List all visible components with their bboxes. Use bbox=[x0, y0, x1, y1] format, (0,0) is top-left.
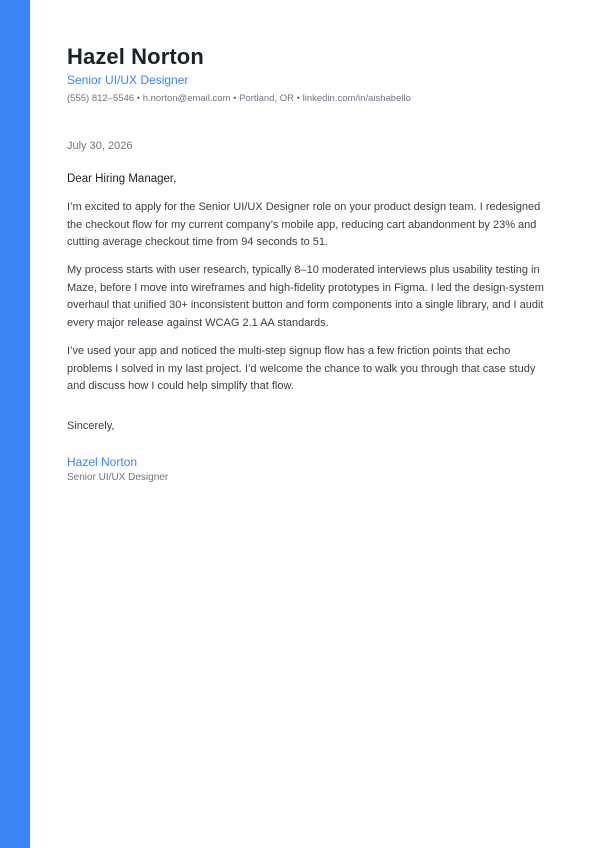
applicant-name: Hazel Norton bbox=[67, 44, 204, 69]
letter-greeting: Dear Hiring Manager, bbox=[67, 173, 177, 185]
body-paragraph-3: I’ve used your app and noticed the multi-step signup flow has a few friction points that echo problems I solved in my last project. I’d welcome the chance to walk you through that case study and discuss how I could help simplify that flow. bbox=[67, 345, 536, 392]
contact-line: (555) 812–5546 • h.norton@email.com • Portland, OR • linkedin.com/in/aishabello bbox=[67, 93, 411, 104]
accent-sidebar-bar bbox=[0, 0, 30, 848]
letter-closing: Sincerely, bbox=[67, 420, 115, 432]
applicant-role: Senior UI/UX Designer bbox=[67, 73, 189, 87]
letter-date: July 30, 2026 bbox=[67, 140, 133, 152]
signature-name: Hazel Norton bbox=[67, 455, 138, 469]
signature-title: Senior UI/UX Designer bbox=[67, 472, 169, 483]
body-paragraph-1: I’m excited to apply for the Senior UI/UX Designer role on your product design team. I redesigned the checkout flow for my current company’s mobile app, reducing cart abandonment by 23% and cutting average checkout time from 94 seconds to 51. bbox=[67, 201, 541, 248]
body-paragraph-2: My process starts with user research, typically 8–10 moderated interviews plus usability testing in Maze, before I move into wireframes and high-fidelity prototypes in Figma. I led the design-system overhaul that unified 30+ inconsistent button and form components into a single library, and I audit every major release against WCAG 2.1 AA standards. bbox=[67, 264, 544, 329]
